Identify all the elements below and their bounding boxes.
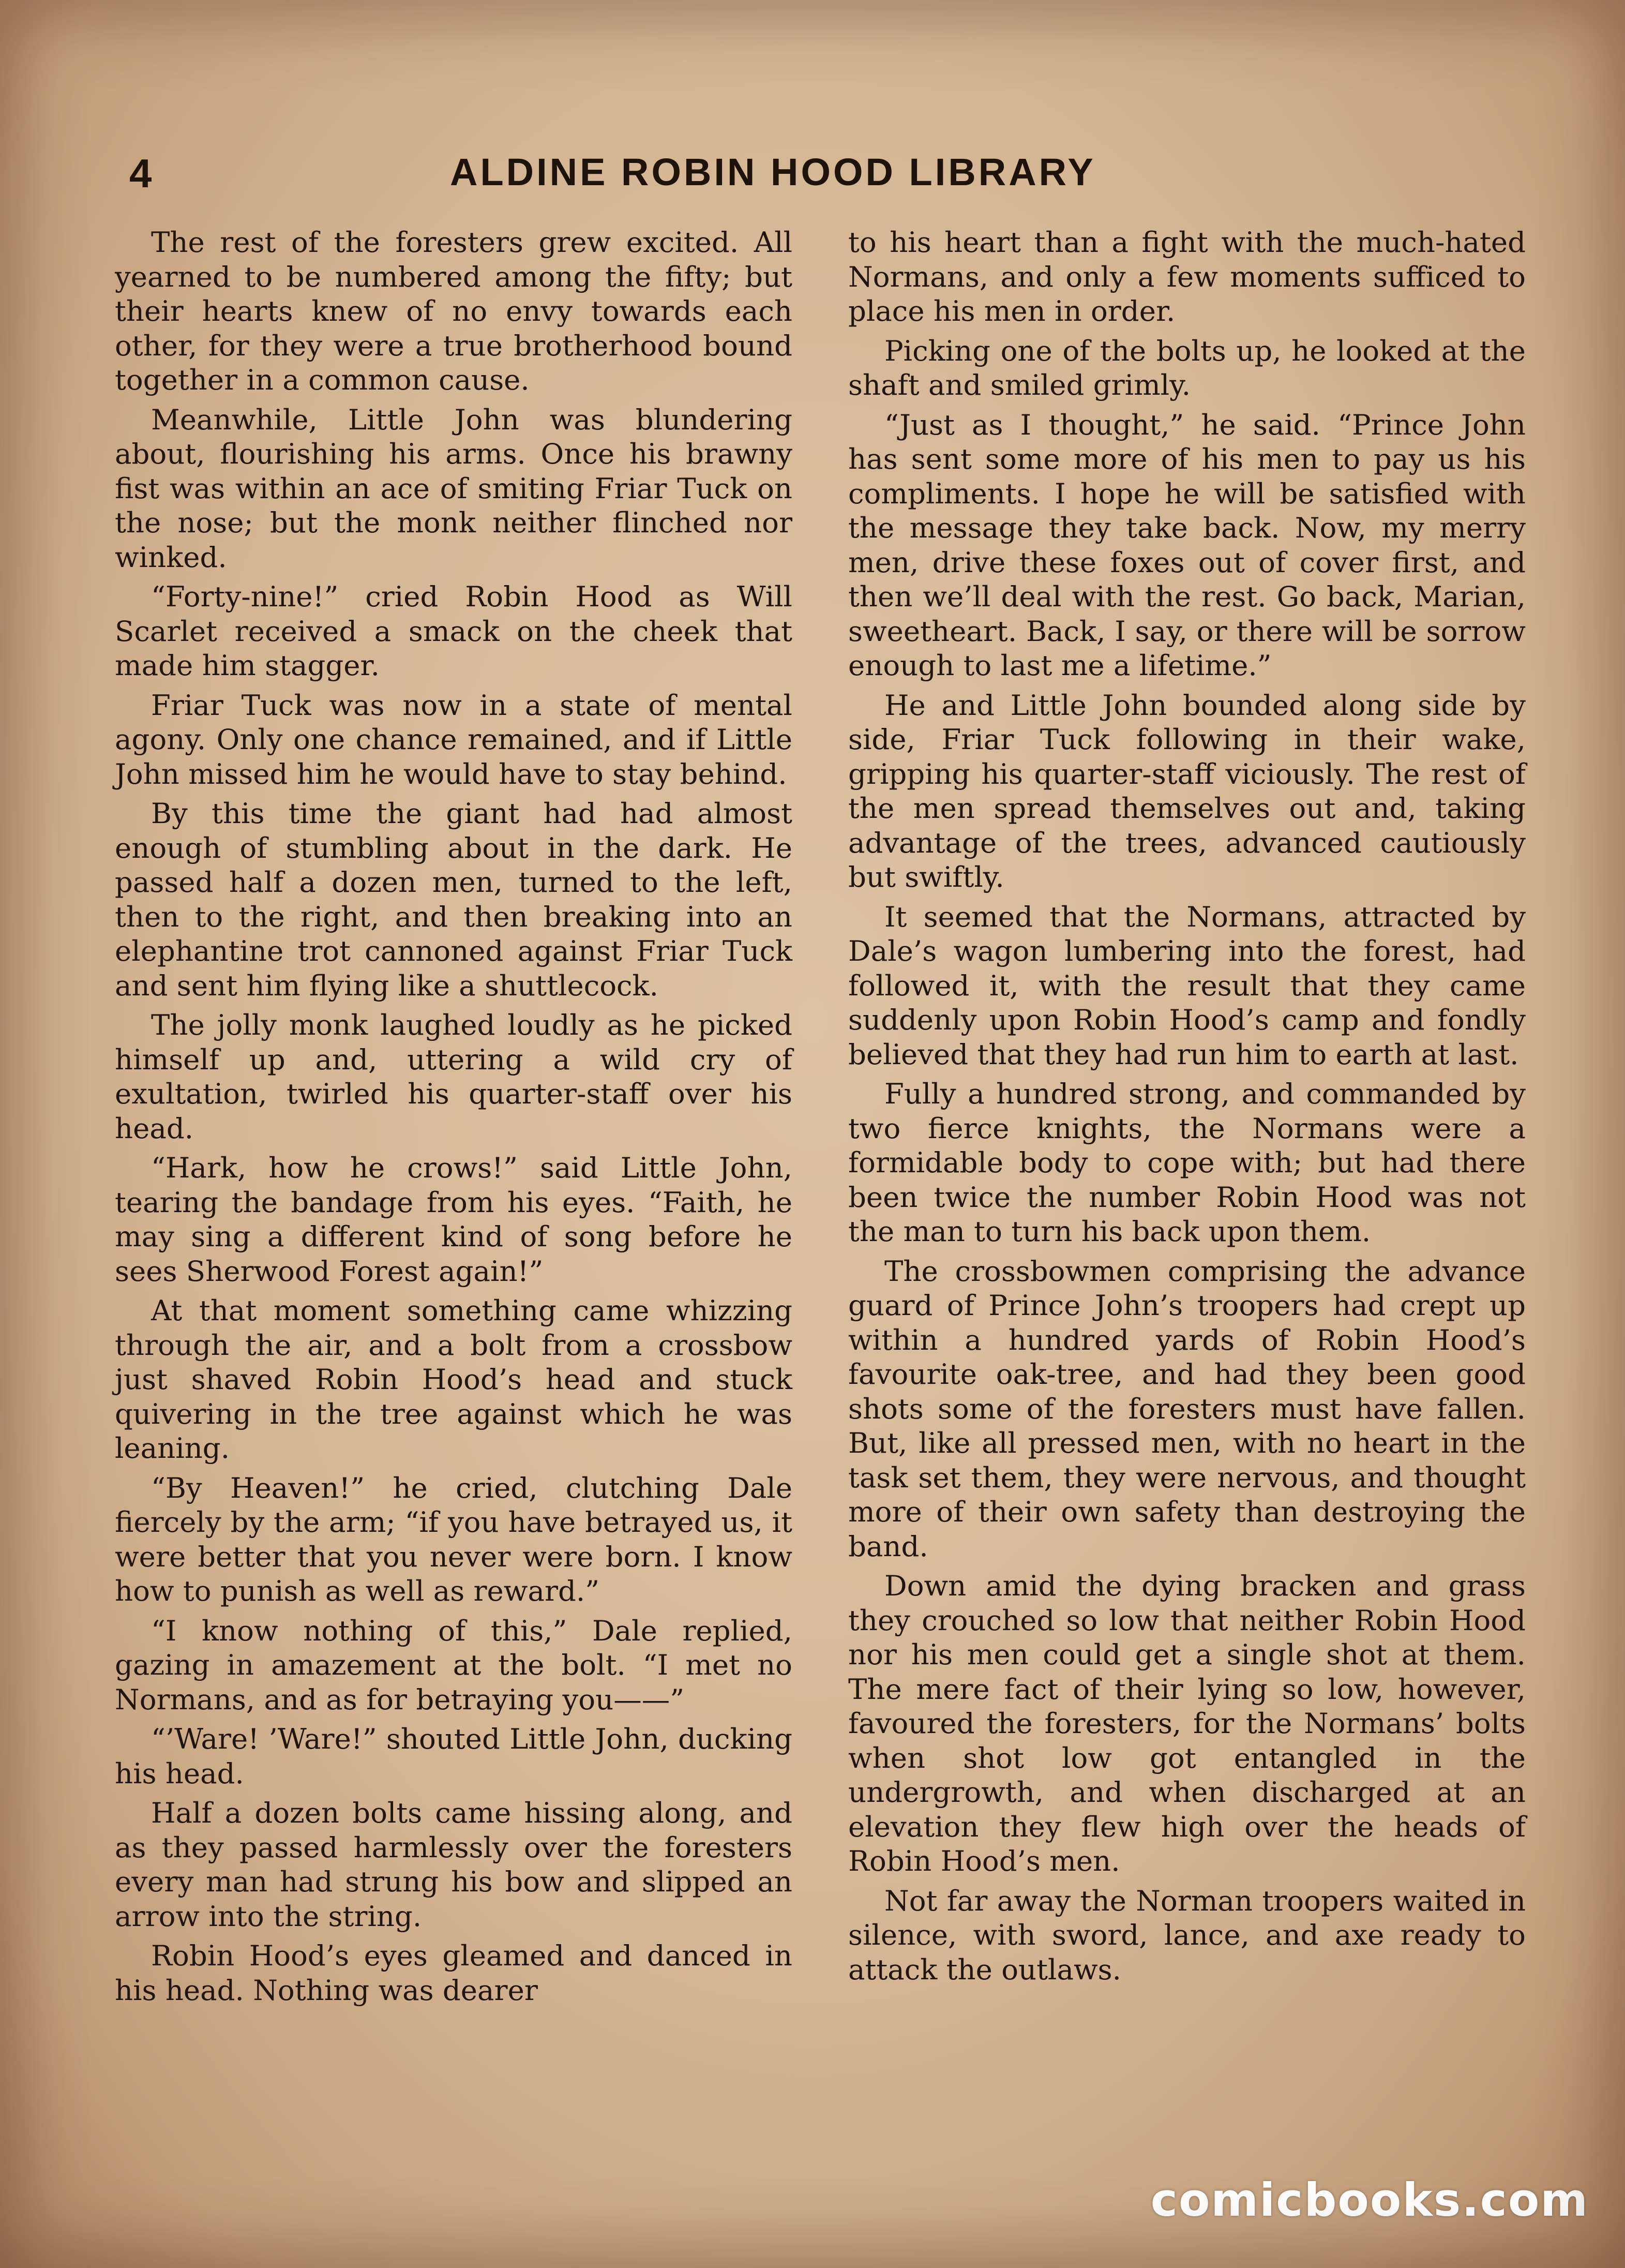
- paragraph: “Forty-nine!” cried Robin Hood as Will Scarlet received a smack on the cheek that made him stagger.: [115, 580, 792, 682]
- paragraph: “Hark, how he crows!” said Little John, tearing the bandage from his eyes. “Faith, he may sing a different kind of song before he sees Sherwood Forest again!”: [115, 1151, 792, 1288]
- paragraph: “Just as I thought,” he said. “Prince John has sent some more of his men to pay us his compliments. I hope he will be satisfied with the message they take back. Now, my merry men, drive these foxes out of cover first, and then we’ll deal with the rest. Go back, Marian, sweetheart. Back, I say, or there will be sorrow enough to last me a lifetime.”: [848, 408, 1526, 682]
- paragraph: By this time the giant had had almost enough of stumbling about in the dark. He passed half a dozen men, turned to the left, then to the right, and then breaking into an elephantine trot cannoned against Friar Tuck and sent him flying like a shuttlecock.: [115, 797, 792, 1002]
- paragraph: At that moment something came whizzing through the air, and a bolt from a crossbow just shaved Robin Hood’s head and stuck quivering in the tree against which he was leaning.: [115, 1294, 792, 1465]
- paragraph: Meanwhile, Little John was blundering about, flourishing his arms. Once his brawny fist was within an ace of smiting Friar Tuck on the nose; but the monk neither flinched nor winked.: [115, 402, 792, 574]
- paragraph: The jolly monk laughed loudly as he picked himself up and, uttering a wild cry of exultation, twirled his quarter-staff over his head.: [115, 1008, 792, 1145]
- watermark: comicbooks.com: [1150, 2173, 1589, 2227]
- paragraph: Down amid the dying bracken and grass they crouched so low that neither Robin Hood nor his men could get a single shot at them. The mere fact of their lying so low, however, favoured the foresters, for the Normans’ bolts when shot low got entangled in the undergrowth, and when discharged at an elevation they flew high over the heads of Robin Hood’s men.: [848, 1569, 1526, 1877]
- paragraph: Not far away the Norman troopers waited in silence, with sword, lance, and axe ready to attack the outlaws.: [848, 1884, 1526, 1986]
- paragraph: It seemed that the Normans, attracted by Dale’s wagon lumbering into the forest, had followed it, with the result that they came suddenly upon Robin Hood’s camp and fondly believed that they had run him to earth at last.: [848, 900, 1526, 1071]
- paragraph: “By Heaven!” he cried, clutching Dale fiercely by the arm; “if you have betrayed us, it were better that you never were born. I know how to punish as well as reward.”: [115, 1471, 792, 1607]
- paragraph: Robin Hood’s eyes gleamed and danced in his head. Nothing was dearer: [115, 1939, 792, 2007]
- paragraph: Picking one of the bolts up, he looked at the shaft and smiled grimly.: [848, 334, 1526, 401]
- paragraph: The crossbowmen comprising the advance guard of Prince John’s troopers had crept up within a hundred yards of Robin Hood’s favourite oak-tree, and had they been good shots some of the foresters must have fallen. But, like all pressed men, with no heart in the task set them, they were nervous, and thought more of their own safety than destroying the band.: [848, 1254, 1526, 1563]
- right-column: [848, 225, 1526, 1992]
- paragraph: Fully a hundred strong, and commanded by two fierce knights, the Normans were a formidable body to cope with; but had there been twice the number Robin Hood was not the man to turn his back upon them.: [848, 1077, 1526, 1248]
- paragraph: He and Little John bounded along side by side, Friar Tuck following in their wake, gripping his quarter-staff viciously. The rest of the men spread themselves out and, taking advantage of the trees, advanced cautiously but swiftly.: [848, 688, 1526, 893]
- page-number: 4: [129, 151, 152, 196]
- paragraph: Half a dozen bolts came hissing along, and as they passed harmlessly over the foresters every man had strung his bow and slipped an arrow into the string.: [115, 1796, 792, 1933]
- paragraph: “I know nothing of this,” Dale replied, gazing in amazement at the bolt. “I met no Normans, and as for betraying you——”: [115, 1614, 792, 1716]
- paragraph: “’Ware! ’Ware!” shouted Little John, ducking his head.: [115, 1722, 792, 1790]
- paragraph: Friar Tuck was now in a state of mental agony. Only one chance remained, and if Little John missed him he would have to stay behind.: [115, 688, 792, 790]
- page-header: [129, 150, 1515, 212]
- running-title: ALDINE ROBIN HOOD LIBRARY: [450, 151, 1096, 193]
- paragraph: The rest of the foresters grew excited. All yearned to be numbered among the fifty; but their hearts knew of no envy towards each other, for they were a true brotherhood bound together in a common cause.: [115, 226, 792, 396]
- paragraph-continuation: to his heart than a fight with the much-hated Normans, and only a few moments sufficed to place his men in order.: [848, 226, 1526, 327]
- left-column: [115, 225, 792, 2012]
